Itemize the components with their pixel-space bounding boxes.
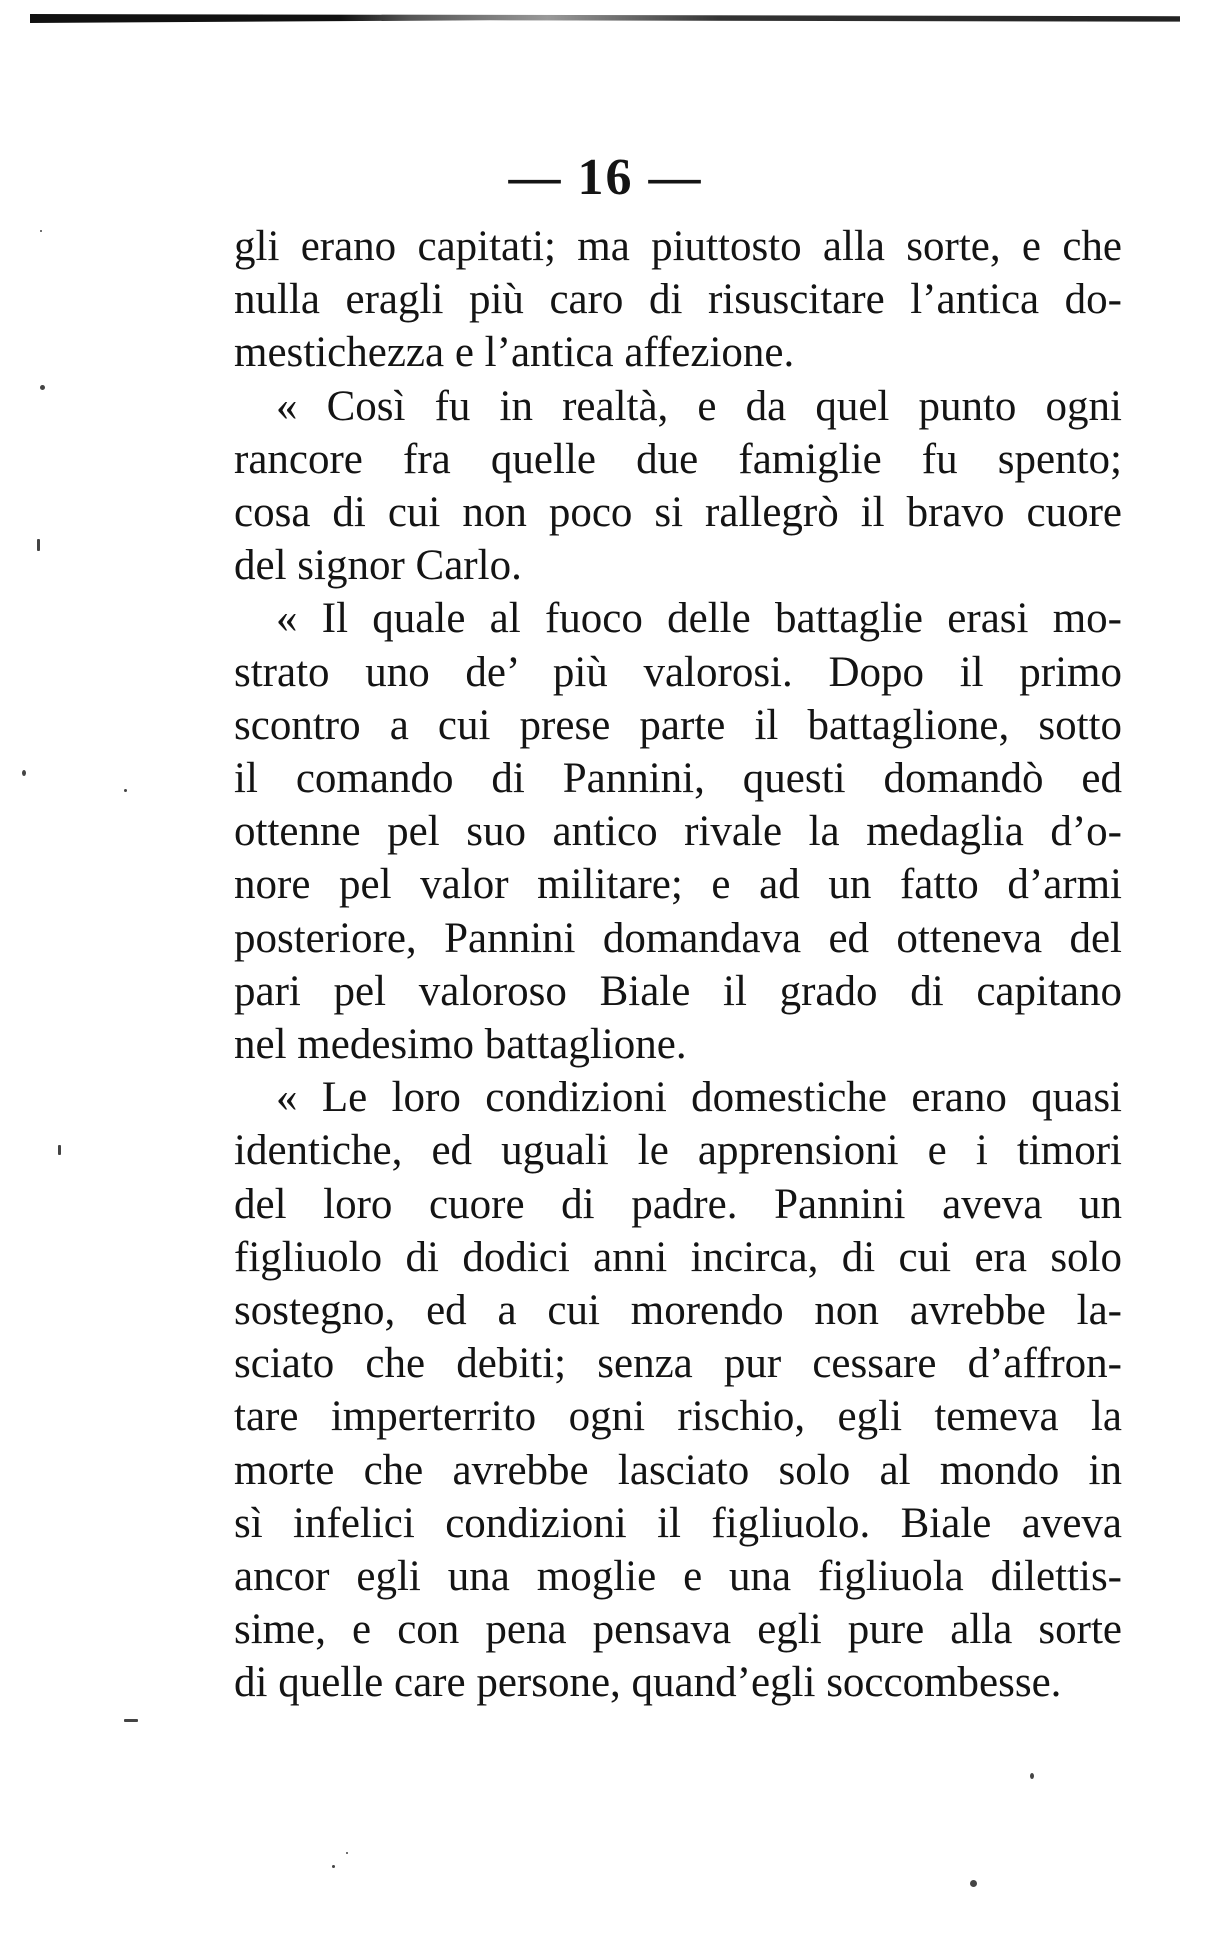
scan-speck bbox=[58, 1145, 61, 1155]
scan-speck bbox=[40, 385, 45, 390]
scan-speck bbox=[124, 1719, 138, 1722]
scan-speck bbox=[332, 1865, 335, 1868]
scan-speck bbox=[40, 230, 42, 232]
text-line: cosa di cui non poco si rallegrò il bravo cuore bbox=[234, 489, 1122, 537]
text-line: nore pel valor militare; e ad un fatto d’armi bbox=[234, 861, 1122, 909]
scan-speck bbox=[124, 789, 127, 792]
top-edge-rule bbox=[30, 14, 1180, 23]
scan-speck bbox=[37, 539, 40, 551]
body-text bbox=[234, 220, 1122, 1710]
text-line: nulla eragli più caro di risuscitare l’antica do- bbox=[234, 276, 1122, 324]
scan-speck bbox=[970, 1880, 977, 1887]
text-line: figliuolo di dodici anni incirca, di cui era solo bbox=[234, 1233, 1122, 1281]
scan-speck bbox=[22, 770, 26, 776]
text-line: strato uno de’ più valorosi. Dopo il primo bbox=[234, 648, 1122, 696]
text-line: pari pel valoroso Biale il grado di capitano bbox=[234, 967, 1122, 1015]
scan-speck bbox=[1030, 1773, 1034, 1779]
text-line: morte che avrebbe lasciato solo al mondo in bbox=[234, 1446, 1122, 1494]
text-line: del signor Carlo. bbox=[234, 542, 522, 590]
text-line: sime, e con pena pensava egli pure alla sorte bbox=[234, 1606, 1122, 1654]
text-line: sì infelici condizioni il figliuolo. Biale aveva bbox=[234, 1499, 1122, 1547]
text-line: « Il quale al fuoco delle battaglie erasi mo- bbox=[276, 595, 1122, 643]
text-line: ancor egli una moglie e una figliuola dilettis- bbox=[234, 1553, 1122, 1601]
text-line: di quelle care persone, quand’egli soccombesse. bbox=[234, 1659, 1062, 1707]
text-line: gli erano capitati; ma piuttosto alla sorte, e che bbox=[234, 223, 1122, 270]
text-line: sciato che debiti; senza pur cessare d’affron- bbox=[234, 1340, 1122, 1388]
text-line: nel medesimo battaglione. bbox=[234, 1021, 687, 1069]
scan-speck bbox=[346, 1852, 348, 1854]
text-line: rancore fra quelle due famiglie fu spento; bbox=[234, 435, 1122, 483]
text-line: identiche, ed uguali le apprensioni e i timori bbox=[234, 1127, 1122, 1175]
text-line: del loro cuore di padre. Pannini aveva un bbox=[234, 1180, 1122, 1228]
text-line: « Così fu in realtà, e da quel punto ogni bbox=[276, 382, 1122, 430]
page-number: — 16 — bbox=[508, 149, 703, 206]
text-line: il comando di Pannini, questi domandò ed bbox=[234, 755, 1122, 803]
text-line: tare imperterrito ogni rischio, egli temeva la bbox=[234, 1393, 1122, 1441]
text-line: posteriore, Pannini domandava ed otteneva del bbox=[234, 914, 1122, 962]
text-line: scontro a cui prese parte il battaglione, sotto bbox=[234, 701, 1122, 749]
text-line: ottenne pel suo antico rivale la medaglia d’o- bbox=[234, 808, 1122, 856]
text-line: mestichezza e l’antica affezione. bbox=[234, 329, 795, 377]
text-line: sostegno, ed a cui morendo non avrebbe la- bbox=[234, 1287, 1122, 1335]
text-line: « Le loro condizioni domestiche erano quasi bbox=[276, 1074, 1122, 1122]
